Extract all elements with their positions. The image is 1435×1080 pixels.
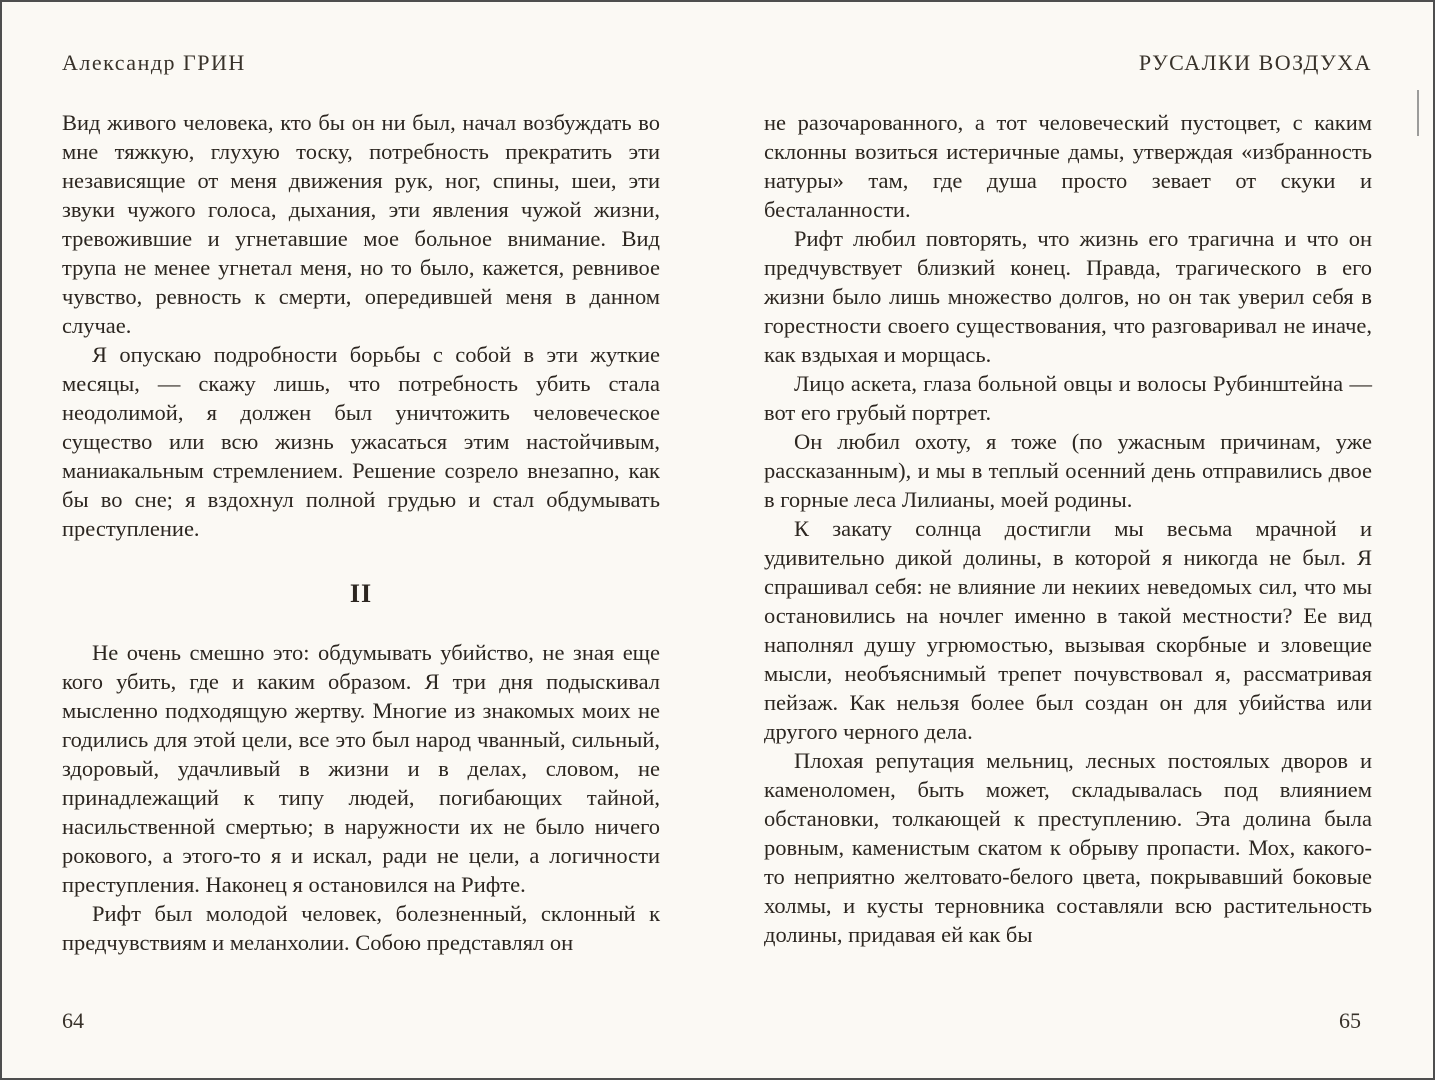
paragraph: не разочарованного, а тот человеческий пустоцвет, с каким склонны возиться истеричные дамы, утверждая «избранность натуры» там, где душа просто зевает от скуки и бесталанности. [764,110,1372,222]
running-header-title: РУСАЛКИ ВОЗДУХА [1138,50,1372,75]
scan-artifact [1417,90,1419,136]
paragraph: Он любил охоту, я тоже (по ужасным причинам, уже рассказанным), и мы в теплый осенний день отправились двое в горные леса Лилианы, моей родины. [764,429,1372,512]
paragraph: Вид живого человека, кто бы он ни был, начал возбуждать во мне тяжкую, глухую тоску, потребность прекратить эти независящие от меня движения рук, ног, спины, шеи, эти звуки чужого голоса, дыхания, эти явления чужой жизни, тревожившие и угнетавшие мое больное внимание. Вид трупа не менее угнетал меня, но то было, кажется, ревнивое чувство, ревность к смерти, опередившей меня в данном случае. [62,110,660,338]
page-right [764,50,1372,957]
paragraph: Не очень смешно это: обдумывать убийство, не зная еще кого убить, где и каким образом. Я три дня подыскивал мысленно подходящую жертву. Многие из знакомых моих не годились для этой цели, все это был народ чванный, сильный, здоровый, удачливый в жизни и в делах, словом, не принадлежащий к типу людей, погибающих тайной, насильственной смертью; в наружности их не было ничего рокового, а этого-то я и искал, ради не цели, а логичности преступления. Наконец я остановился на Рифте. [62,640,660,897]
running-header-author: Александр ГРИН [62,50,246,75]
paragraph: Лицо аскета, глаза больной овцы и волосы Рубинштейна — вот его грубый портрет. [764,371,1372,425]
paragraph: Рифт любил повторять, что жизнь его трагична и что он предчувствует близкий конец. Правда, трагического в его жизни было лишь множество долгов, но он так уверил себя в горестности своего существования, что разговаривал не иначе, как вздыхая и морщась. [764,226,1372,367]
page-left [62,50,660,957]
page-number-right: 65 [1339,1008,1361,1033]
two-page-spread [2,2,1433,957]
page-left-body [62,108,660,957]
page-number-left: 64 [62,1008,84,1033]
paragraph: Я опускаю подробности борьбы с собой в эти жуткие месяцы, — скажу лишь, что потребность убить стала неодолимой, я должен был уничтожить человеческое существо или всю жизнь ужасаться этим настойчивым, маниакальным стремлением. Решение созрело внезапно, как бы во сне; я вздохнул полной грудью и стал обдумывать преступление. [62,342,660,541]
chapter-number-heading: II [349,579,373,608]
page-right-body [764,108,1372,949]
paragraph: Рифт был молодой человек, болезненный, склонный к предчувствиям и меланхолии. Собою представлял он [62,901,660,955]
paragraph: Плохая репутация мельниц, лесных постоялых дворов и каменоломен, быть может, складывалась под влиянием обстановки, толкающей к преступлению. Эта долина была ровным, каменистым скатом к обрыву пропасти. Мох, какого-то неприятно желтовато-белого цвета, покрывавший боковые холмы, и кусты терновника составляли всю растительность долины, придавая ей как бы [764,748,1372,947]
paragraph: К закату солнца достигли мы весьма мрачной и удивительно дикой долины, в которой я никогда не был. Я спрашивал себя: не влияние ли некиих неведомых сил, что мы остановились на ночлег именно в такой местности? Ее вид наполнял душу угрюмостью, вызывая скорбные и зловещие мысли, необъяснимый трепет почувствовал я, рассматривая пейзаж. Как нельзя более был создан он для убийства или другого черного дела. [764,516,1372,744]
